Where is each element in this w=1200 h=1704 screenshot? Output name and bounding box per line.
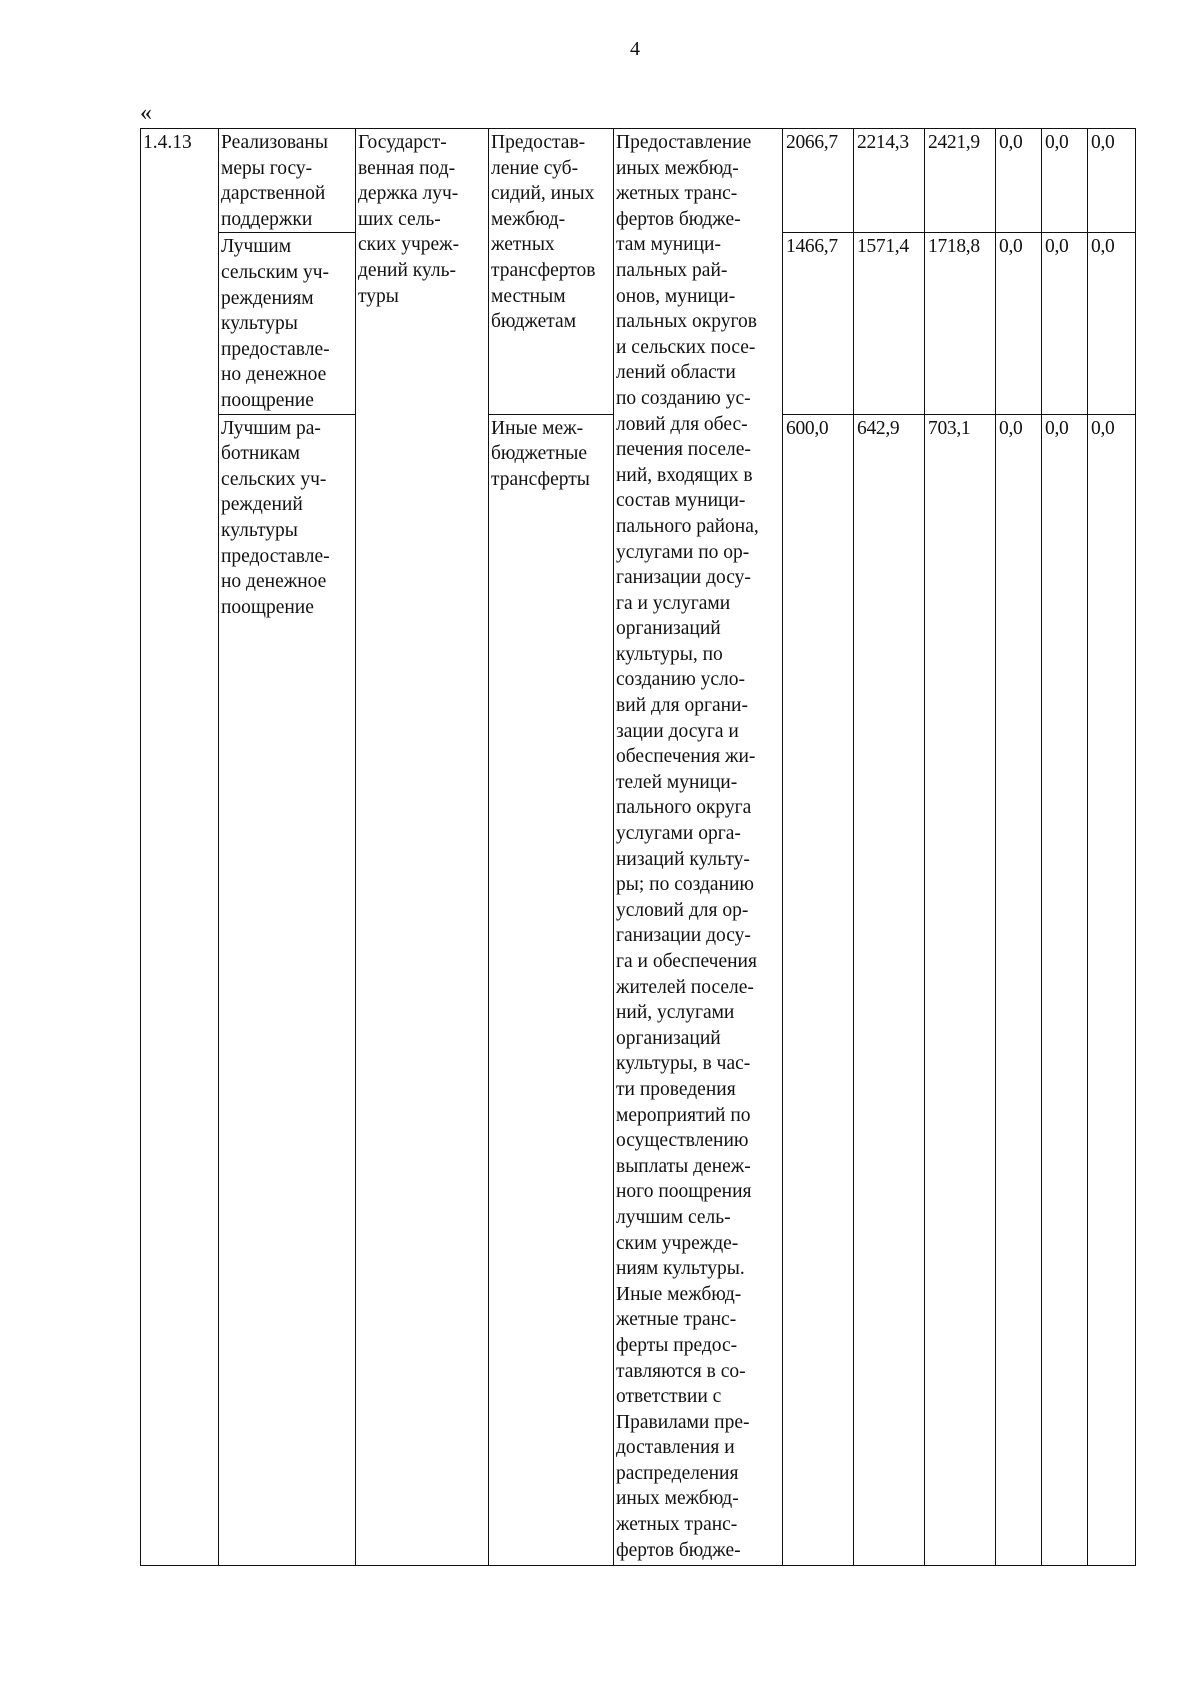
- value-cell: 2214,3: [854, 129, 925, 233]
- value-cell: 0,0: [1088, 233, 1136, 414]
- result-name-cell: Реализованы меры госу- дарственной поддержки: [219, 129, 356, 233]
- value-cell: 703,1: [925, 414, 996, 1565]
- value-cell: 642,9: [854, 414, 925, 1565]
- value-cell: 0,0: [1042, 414, 1088, 1565]
- funding-type-cell: Иные меж- бюджетные трансферты: [489, 414, 614, 1565]
- value-cell: 1466,7: [783, 233, 854, 414]
- page-number: 4: [630, 38, 640, 60]
- item-code-cell: 1.4.13: [141, 129, 219, 1566]
- value-cell: 0,0: [996, 233, 1042, 414]
- result-name-cell: Лучшим сельским уч- реждениям культуры предоставле- но денежное поощрение: [219, 233, 356, 414]
- funding-table: [140, 128, 1136, 1566]
- value-cell: 1718,8: [925, 233, 996, 414]
- value-cell: 2066,7: [783, 129, 854, 233]
- value-cell: 0,0: [996, 414, 1042, 1565]
- value-cell: 0,0: [1042, 233, 1088, 414]
- value-cell: 1571,4: [854, 233, 925, 414]
- result-name-cell: Лучшим ра- ботникам сельских уч- реждений культуры предоставле- но денежное поощрение: [219, 414, 356, 1565]
- value-cell: 600,0: [783, 414, 854, 1565]
- funding-type-cell: Предостав- ление суб- сидий, иных межбюд- жетных трансфертов местным бюджетам: [489, 129, 614, 415]
- table-row: [141, 129, 1136, 233]
- value-cell: 0,0: [1088, 414, 1136, 1565]
- opening-quote-mark: «: [140, 100, 152, 126]
- description-cell: Предоставление иных межбюд- жетных транс- фертов бюдже- там муници- пальных рай- онов, муници- пальных округов и сельских посе- лений области по созданию ус- ловий для обес- печения поселе- ний, входящих в состав муници- пального района, услугами по ор- ганизации досу- га и услугами организаций культуры, по созданию усло- вий для органи- зации досуга и обеспечения жи- телей муници- пального округа услугами орга- низаций культу- ры; по созданию условий для ор- ганизации досу- га и обеспечения жителей поселе- ний, услугами организаций культуры, в час- ти проведения мероприятий по осуществлению выплаты денеж- ного поощрения лучшим сель- ским учрежде- ниям культуры. Иные межбюд- жетные транс- ферты предос- тавляются в со- ответствии с Правилами пре- доставления и распределения иных межбюд- жетных транс- фертов бюдже-: [614, 129, 783, 1566]
- program-cell: Государст- венная под- держка луч- ших сель- ских учреж- дений куль- туры: [356, 129, 489, 1566]
- value-cell: 0,0: [996, 129, 1042, 233]
- value-cell: 2421,9: [925, 129, 996, 233]
- value-cell: 0,0: [1042, 129, 1088, 233]
- value-cell: 0,0: [1088, 129, 1136, 233]
